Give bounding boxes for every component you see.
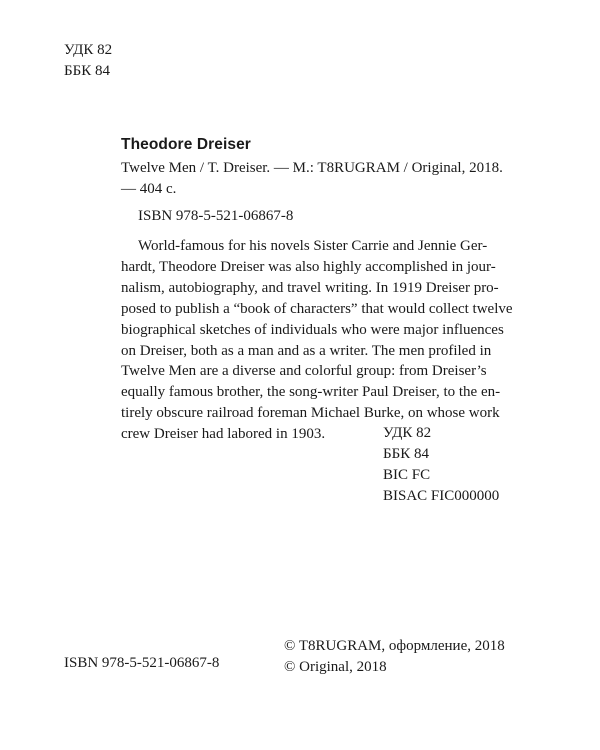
bibliographic-line: Twelve Men / T. Dreiser. — M.: T8RUGRAM / Original, 2018.	[121, 160, 503, 176]
annotation-line: biographical sketches of individuals who were major influences	[121, 321, 504, 338]
copyright-block	[284, 636, 505, 678]
isbn: ISBN 978-5-521-06867-8	[138, 208, 294, 224]
copyright-line: © T8RUGRAM, оформление, 2018	[284, 638, 505, 654]
annotation-line: nalism, autobiography, and travel writing. In 1919 Dreiser pro-	[121, 279, 499, 296]
udk-code: УДК 82	[64, 42, 113, 58]
bottom-isbn: ISBN 978-5-521-06867-8	[64, 655, 220, 671]
copyright-line: © Original, 2018	[284, 659, 387, 675]
author-name: Theodore Dreiser	[121, 136, 251, 153]
bic-code: BIC FC	[383, 467, 431, 483]
annotation-line: Twelve Men are a diverse and colorful group: from Dreiser’s	[121, 363, 487, 380]
udk-code: УДК 82	[383, 425, 432, 441]
annotation-line: equally famous brother, the song-writer Paul Dreiser, to the en-	[121, 384, 501, 401]
annotation-line: tirely obscure railroad foreman Michael Burke, on whose work	[121, 405, 500, 422]
annotation	[121, 236, 513, 445]
classification-codes	[383, 423, 499, 507]
bibliographic-line: — 404 с.	[121, 181, 177, 197]
annotation-line: hardt, Theodore Dreiser was also highly accomplished in jour-	[121, 258, 496, 275]
annotation-line: crew Dreiser had labored in 1903.	[121, 426, 326, 443]
annotation-line: on Dreiser, both as a man and as a writer. The men profiled in	[121, 342, 492, 359]
bibliographic-record	[121, 158, 505, 200]
annotation-line: posed to publish a “book of characters” that would collect twelve	[121, 300, 513, 317]
bbk-code: ББК 84	[64, 63, 110, 79]
annotation-line: World-famous for his novels Sister Carrie and Jennie Ger-	[138, 238, 488, 254]
top-classification-codes	[64, 40, 112, 82]
bisac-code: BISAC FIC000000	[383, 488, 500, 504]
bbk-code: ББК 84	[383, 446, 429, 462]
